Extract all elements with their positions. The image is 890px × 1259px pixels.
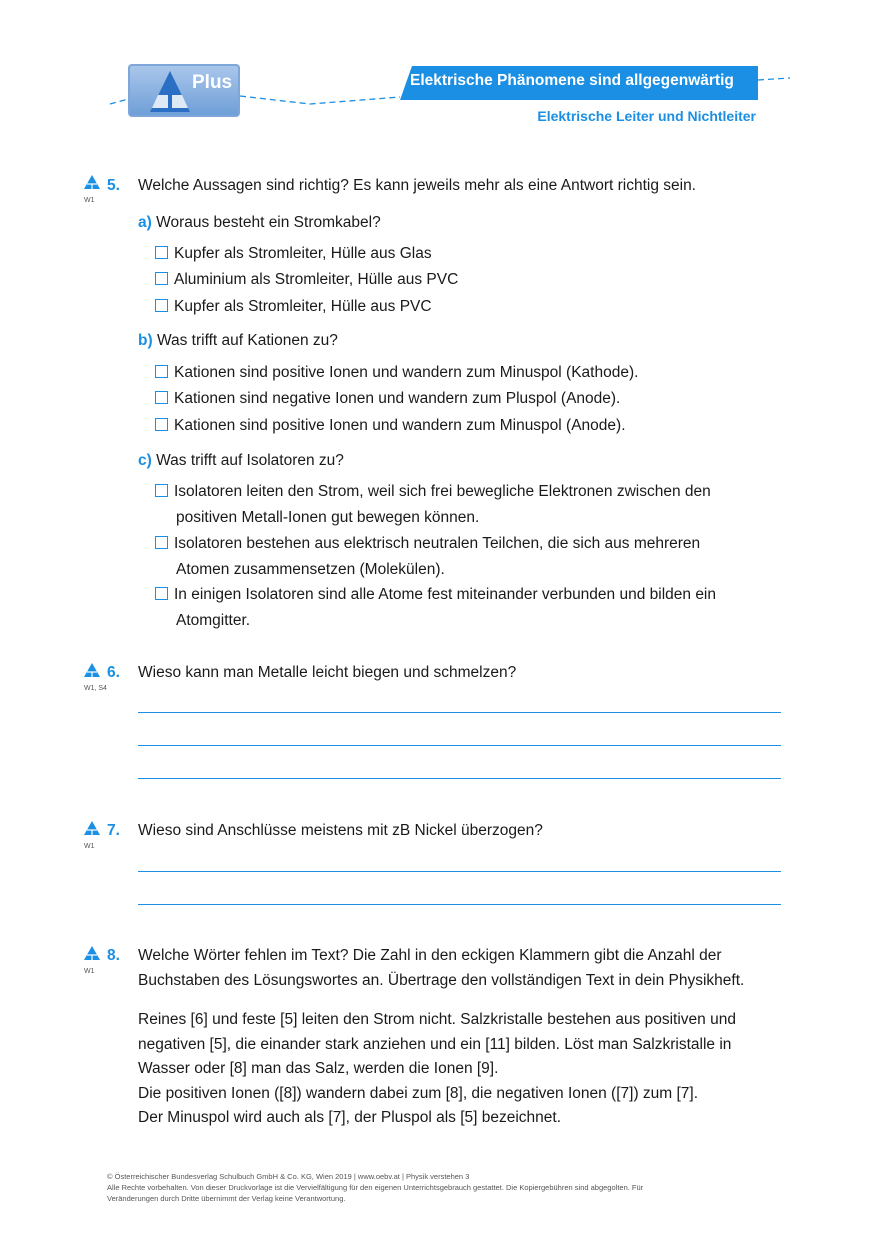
option-label: Isolatoren leiten den Strom, weil sich frei bewegliche Elektronen zwischen den <box>174 483 711 500</box>
answer-line[interactable] <box>138 904 781 905</box>
footer-line: Alle Rechte vorbehalten. Von dieser Druckvorlage ist die Vervielfältigung für den eigenen Unterrichtsgebrauch gestattet. Die Kopiergebühren sind abgegolten. Für <box>107 1183 644 1192</box>
subtask-letter: c) <box>138 452 152 469</box>
option-label: Kationen sind negative Ionen und wandern zum Pluspol (Anode). <box>174 390 621 407</box>
gap-text-line: Die positiven Ionen ([8]) wandern dabei zum [8], die negativen Ionen ([7]) zum [7]. <box>138 1084 699 1102</box>
task-question: Wieso kann man Metalle leicht biegen und schmelzen? <box>138 664 517 681</box>
copyright-footer <box>107 1171 807 1204</box>
checkbox[interactable] <box>155 365 168 378</box>
task-number: 8. <box>107 947 120 964</box>
question-line: Buchstaben des Lösungswortes an. Übertrage den vollständigen Text in dein Physikheft. <box>138 971 745 989</box>
option-item[interactable] <box>155 531 775 583</box>
checkbox[interactable] <box>155 246 168 259</box>
answer-line[interactable] <box>138 778 781 779</box>
subtask-text: Woraus besteht ein Stromkabel? <box>156 214 381 231</box>
subtask-letter: b) <box>138 332 153 349</box>
question-line: Welche Wörter fehlen im Text? Die Zahl in den eckigen Klammern gibt die Anzahl der <box>138 947 722 964</box>
task-question: Welche Aussagen sind richtig? Es kann jeweils mehr als eine Antwort richtig sein. <box>138 177 696 194</box>
option-item[interactable] <box>155 386 775 412</box>
competence-code: W1 <box>84 197 95 204</box>
task-number: 6. <box>107 664 120 681</box>
option-item[interactable] <box>155 294 775 320</box>
answer-line[interactable] <box>138 712 781 713</box>
subtask-b <box>138 332 338 350</box>
gap-text-line: Wasser oder [8] man das Salz, werden die Ionen [9]. <box>138 1060 499 1077</box>
checkbox[interactable] <box>155 391 168 404</box>
gap-text <box>138 1008 788 1131</box>
option-label-continued: Atomen zusammensetzen (Molekülen). <box>176 561 445 578</box>
option-item[interactable] <box>155 241 775 267</box>
competence-code: W1, S4 <box>84 685 107 692</box>
plus-logo <box>128 64 240 117</box>
checkbox[interactable] <box>155 272 168 285</box>
option-item[interactable] <box>155 360 775 386</box>
gap-text-line: Reines [6] und feste [5] leiten den Strom nicht. Salzkristalle bestehen aus positiven und <box>138 1011 736 1028</box>
option-item[interactable] <box>155 413 775 439</box>
subtask-letter: a) <box>138 214 152 231</box>
subtask-text: Was trifft auf Kationen zu? <box>156 332 338 349</box>
answer-line[interactable] <box>138 745 781 746</box>
option-label-continued: Atomgitter. <box>176 612 251 629</box>
option-item[interactable] <box>155 479 775 531</box>
task-number: 7. <box>107 822 120 839</box>
gap-text-line: negativen [5], die einander stark anziehen und ein [11] bilden. Löst man Salzkristalle in <box>138 1035 732 1053</box>
section-subtitle: Elektrische Leiter und Nichtleiter <box>537 108 756 124</box>
checkbox[interactable] <box>155 536 168 549</box>
option-label: Aluminium als Stromleiter, Hülle aus PVC <box>174 271 459 288</box>
checkbox[interactable] <box>155 484 168 497</box>
logo-text: Plus <box>192 72 233 93</box>
competence-code: W1 <box>84 968 95 975</box>
task-question: Wieso sind Anschlüsse meistens mit zB Nickel überzogen? <box>138 822 543 839</box>
footer-line: © Österreichischer Bundesverlag Schulbuch GmbH & Co. KG, Wien 2019 | www.oebv.at | Physik verstehen 3 <box>107 1172 470 1181</box>
option-label: Isolatoren bestehen aus elektrisch neutralen Teilchen, die sich aus mehreren <box>174 535 701 552</box>
answer-line[interactable] <box>138 871 781 872</box>
pyramid-icon <box>83 820 101 836</box>
chapter-title: Elektrische Phänomene sind allgegenwärtig <box>410 72 734 89</box>
option-label: In einigen Isolatoren sind alle Atome fest miteinander verbunden und bilden ein <box>174 586 717 603</box>
subtask-c <box>138 452 344 470</box>
checkbox[interactable] <box>155 418 168 431</box>
checkbox[interactable] <box>155 587 168 600</box>
competence-code: W1 <box>84 843 95 850</box>
option-item[interactable] <box>155 582 775 634</box>
option-label: Kationen sind positive Ionen und wandern zum Minuspol (Anode). <box>174 417 626 434</box>
pyramid-icon <box>83 662 101 678</box>
checkbox[interactable] <box>155 299 168 312</box>
task-number: 5. <box>107 177 120 194</box>
subtask-text: Was trifft auf Isolatoren zu? <box>156 452 344 469</box>
option-label: Kupfer als Stromleiter, Hülle aus Glas <box>174 245 432 262</box>
pyramid-icon <box>83 945 101 961</box>
option-label-continued: positiven Metall-Ionen gut bewegen können. <box>176 509 480 526</box>
pyramid-icon <box>83 174 101 190</box>
task-question <box>138 944 788 993</box>
subtask-a <box>138 214 381 232</box>
option-label: Kationen sind positive Ionen und wandern zum Minuspol (Kathode). <box>174 364 639 381</box>
option-label: Kupfer als Stromleiter, Hülle aus PVC <box>174 298 432 315</box>
gap-text-line: Der Minuspol wird auch als [7], der Pluspol als [5] bezeichnet. <box>138 1109 562 1126</box>
option-item[interactable] <box>155 267 775 293</box>
footer-line: Veränderungen durch Dritte übernimmt der Verlag keine Verantwortung. <box>107 1194 346 1203</box>
